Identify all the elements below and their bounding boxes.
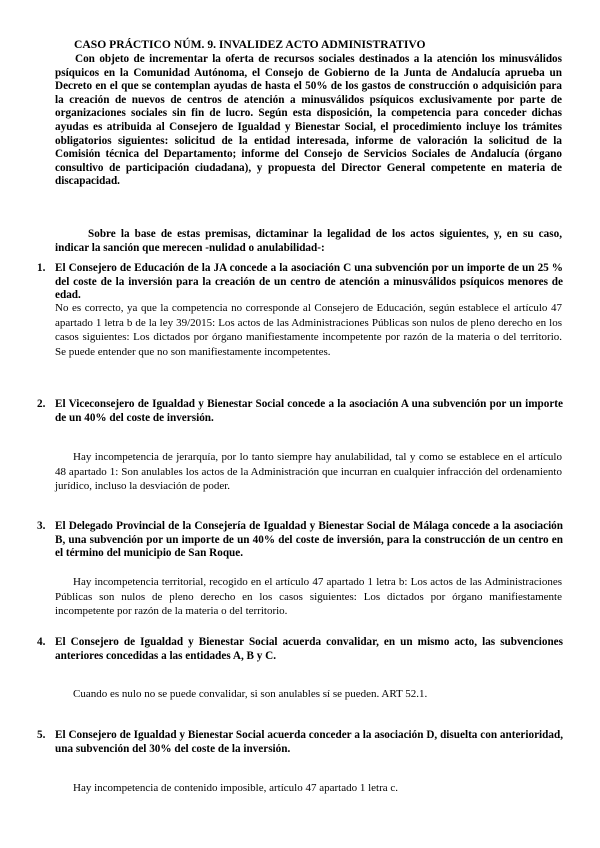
answer-2: Hay incompetencia de jerarquía, por lo tanto siempre hay anulabilidad, tal y como se establece en el artículo 48 apartado 1: Son anulables los actos de la Administración que incurran en cualquier infracción del ordenamiento jurídico, incluso la desviación de poder. bbox=[55, 451, 562, 493]
question-text: El Consejero de Igualdad y Bienestar Social acuerda convalidar, en un mismo acto, las subvenciones anteriores concedidas a las entidades A, B y C. bbox=[55, 636, 563, 662]
question-text: El Viceconsejero de Igualdad y Bienestar Social concede a la asociación A una subvención por un importe de un 40% del coste de inversión. bbox=[55, 398, 563, 424]
answer-3: Hay incompetencia territorial, recogido en el artículo 47 apartado 1 letra b: Los actos de las Administraciones Públicas son nulos de pleno derecho en los casos siguientes: Los dictados por órgano manifiestamente incompetente por razón de la materia o del territorio. bbox=[55, 576, 562, 618]
question-3 bbox=[37, 520, 563, 561]
question-number: 1. bbox=[37, 262, 46, 274]
answer-1: No es correcto, ya que la competencia no corresponde al Consejero de Educación, según establece el artículo 47 apartado 1 letra b de la ley 39/2015: Los actos de las Administraciones Públicas son nulos de pleno derecho en los casos siguientes: Los dictados por órgano manifiestamente incompetente por razón de la materia o del territorio. Se puede entender que no son manifiestamente incompetentes. bbox=[55, 302, 562, 358]
instructions-paragraph: Sobre la base de estas premisas, dictaminar la legalidad de los actos siguientes, y, en su caso, indicar la sanción que merecen -nulidad o anulabilidad-: bbox=[55, 228, 562, 254]
answer-5: Hay incompetencia de contenido imposible, artículo 47 apartado 1 letra c. bbox=[73, 782, 398, 794]
page-title: CASO PRÁCTICO NÚM. 9. INVALIDEZ ACTO ADMINISTRATIVO bbox=[74, 38, 426, 51]
answer-4: Cuando es nulo no se puede convalidar, si son anulables sí se pueden. ART 52.1. bbox=[73, 688, 428, 700]
question-text: El Delegado Provincial de la Consejería de Igualdad y Bienestar Social de Málaga concede a la asociación B, una subvención por un importe de un 40% del coste de inversión, para la construcción de un centro en el término del municipio de San Roque. bbox=[55, 520, 563, 560]
question-number: 3. bbox=[37, 520, 46, 532]
question-number: 2. bbox=[37, 398, 46, 410]
question-2 bbox=[37, 398, 563, 425]
question-text: El Consejero de Igualdad y Bienestar Social acuerda conceder a la asociación D, disuelta con anterioridad, una subvención del 30% del coste de la inversión. bbox=[55, 729, 563, 755]
question-text: El Consejero de Educación de la JA concede a la asociación C una subvención por un importe de un 25 % del coste de la inversión para la creación de un centro de atención a minusválidos psíquicos menores de edad. bbox=[55, 262, 563, 302]
question-number: 5. bbox=[37, 729, 46, 741]
question-5 bbox=[37, 729, 563, 756]
question-1 bbox=[37, 262, 563, 303]
question-4 bbox=[37, 636, 563, 663]
question-number: 4. bbox=[37, 636, 46, 648]
intro-paragraph: Con objeto de incrementar la oferta de recursos sociales destinados a la atención los minusválidos psíquicos en la Comunidad Autónoma, el Consejo de Gobierno de la Junta de Andalucía aprueba un Decreto en el que se contemplan ayudas de hasta el 50% de los gastos de construcción o adquisición para la creación de nuevos de centros de atención a minusválidos psíquicos exclusivamente por parte de organizaciones sociales sin fin de lucro. Según esta disposición, la competencia para conceder dichas ayudas es atribuida al Consejero de Igualdad y Bienestar Social, el procedimiento incluye los trámites obligatorios siguientes: solicitud de la entidad interesada, informe de valoración la solicitud de la Comisión técnica del Departamento; informe del Consejo de Servicios Sociales de Andalucía (órgano consultivo de participación ciudadana), y propuesta del Director General competente en materia de discapacidad. bbox=[55, 53, 562, 188]
